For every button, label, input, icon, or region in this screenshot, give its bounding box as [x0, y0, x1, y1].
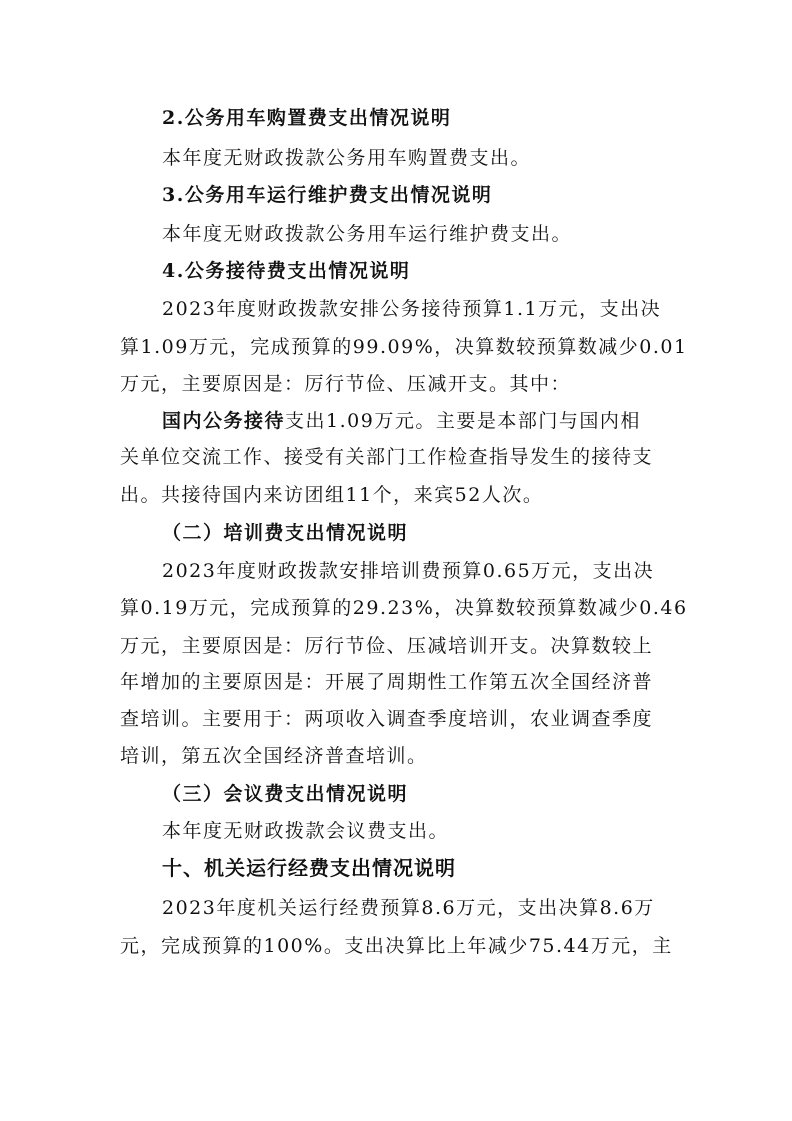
- subheading-training: （二）培训费支出情况说明: [162, 522, 409, 544]
- subheading-vehicle-maintenance: 3.公务用车运行维护费支出情况说明: [162, 184, 493, 206]
- paragraph-line: 出。共接待国内来访团组11个，来宾52人次。: [120, 484, 544, 506]
- paragraph-line: 培训，第五次全国经济普查培训。: [120, 745, 428, 767]
- paragraph-line: 查培训。主要用于：两项收入调查季度培训，农业调查季度: [120, 708, 654, 730]
- section-heading-operating-expenses: 十、机关运行经费支出情况说明: [162, 856, 456, 880]
- paragraph-line: 万元，主要原因是：厉行节俭、压减开支。其中：: [120, 373, 572, 395]
- paragraph-line: 算1.09万元，完成预算的99.09%，决算数较预算数减少0.01: [120, 336, 688, 358]
- paragraph-line: 本年度无财政拨款会议费支出。: [162, 820, 450, 842]
- subheading-reception: 4.公务接待费支出情况说明: [162, 260, 411, 282]
- paragraph-line: 算0.19万元，完成预算的29.23%，决算数较预算数减少0.46: [120, 597, 688, 619]
- paragraph-line: 元，完成预算的100%。支出决算比上年减少75.44万元，主: [120, 935, 673, 957]
- paragraph-line: 2023年度财政拨款安排培训费预算0.65万元，支出决: [162, 560, 655, 582]
- paragraph-line: 年增加的主要原因是：开展了周期性工作第五次全国经济普: [120, 671, 654, 693]
- paragraph-line: 2023年度财政拨款安排公务接待预算1.1万元，支出决: [162, 298, 662, 320]
- paragraph-line: [0, 409, 792, 433]
- paragraph-line: 2023年度机关运行经费预算8.6万元，支出决算8.6万: [162, 897, 655, 919]
- subheading-vehicle-purchase: 2.公务用车购置费支出情况说明: [162, 107, 452, 129]
- subheading-meetings: （三）会议费支出情况说明: [162, 783, 409, 805]
- paragraph-line: 本年度无财政拨款公务用车运行维护费支出。: [162, 223, 573, 245]
- paragraph-line: 万元，主要原因是：厉行节俭、压减培训开支。决算数较上: [120, 635, 654, 657]
- paragraph-line: 关单位交流工作、接受有关部门工作检查指导发生的接待支: [120, 446, 654, 468]
- paragraph-line: 本年度无财政拨款公务用车购置费支出。: [162, 147, 532, 169]
- domestic-reception-label: 国内公务接待: [162, 410, 286, 432]
- domestic-reception-text: 支出1.09万元。主要是本部门与国内相: [285, 410, 641, 432]
